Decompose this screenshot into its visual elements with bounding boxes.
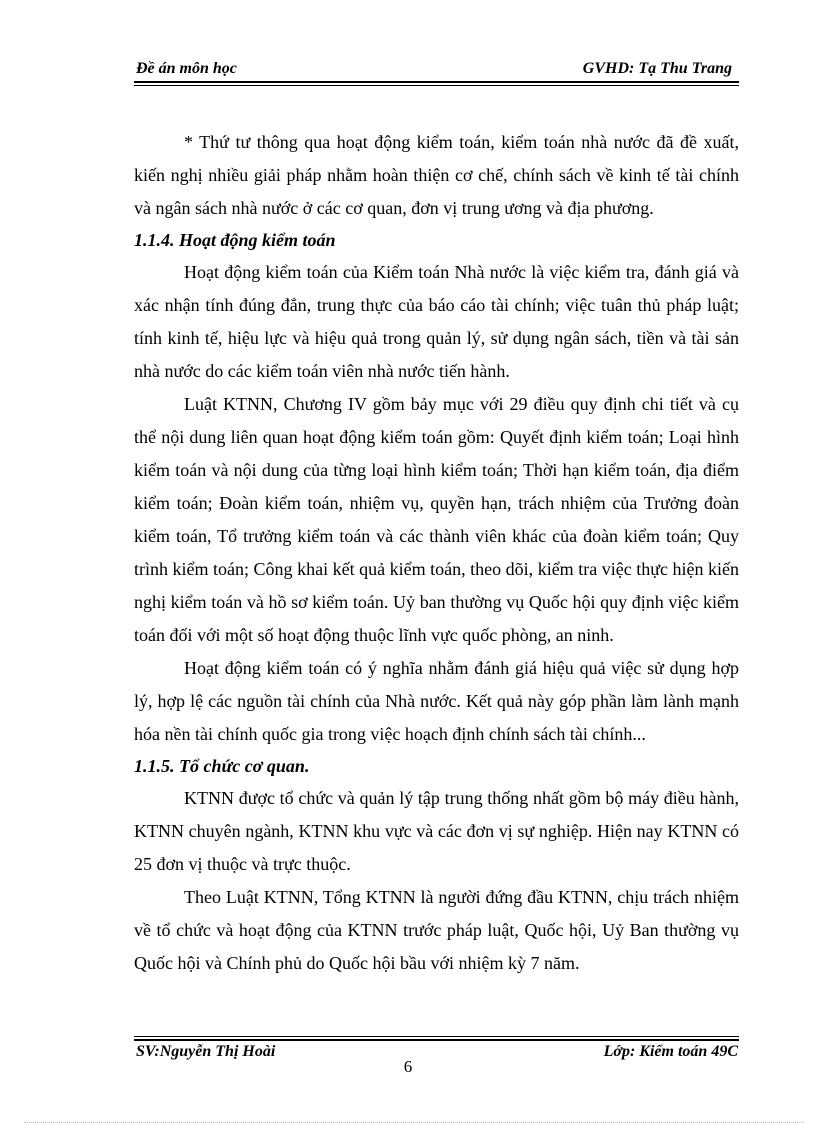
header-rule-thin: [134, 85, 739, 86]
header-course-title: Đề án môn học: [136, 60, 237, 77]
paragraph-1: * Thứ tư thông qua hoạt động kiểm toán, kiểm toán nhà nước đã đề xuất, kiến nghị nhiều giải pháp nhằm hoàn thiện cơ chế, chính sách về kinh tế tài chính và ngân sách nhà nước ở các cơ quan, đơn vị trung ương và địa phương.: [134, 132, 739, 218]
footer-student: SV:Nguyễn Thị Hoài: [136, 1043, 276, 1060]
page-number: 6: [403, 1057, 413, 1076]
section-heading-1-1-4: 1.1.4. Hoạt động kiểm toán: [134, 230, 336, 250]
page-header: [134, 60, 738, 82]
paragraph-4: Hoạt động kiểm toán có ý nghĩa nhằm đánh giá hiệu quả việc sử dụng hợp lý, hợp lệ các nguồn tài chính của Nhà nước. Kết quả này góp phần làm lành mạnh hóa nền tài chính quốc gia trong việc hoạch định chính sách tài chính...: [134, 658, 739, 744]
paragraph-2: Hoạt động kiểm toán của Kiểm toán Nhà nước là việc kiểm tra, đánh giá và xác nhận tính đúng đắn, trung thực của báo cáo tài chính; việc tuân thủ pháp luật; tính kinh tế, hiệu lực và hiệu quả trong quản lý, sử dụng ngân sách, tiền và tài sản nhà nước do các kiểm toán viên nhà nước tiến hành.: [134, 262, 739, 381]
header-rule-thick: [134, 81, 739, 83]
section-heading-1-1-5: 1.1.5. Tổ chức cơ quan.: [134, 756, 310, 776]
footer-rule-thick: [134, 1039, 739, 1041]
footer-class: Lớp: Kiểm toán 49C: [603, 1043, 738, 1060]
footer-rule-thin: [134, 1036, 739, 1037]
paragraph-5: KTNN được tổ chức và quản lý tập trung thống nhất gồm bộ máy điều hành, KTNN chuyên ngành, KTNN khu vực và các đơn vị sự nghiệp. Hiện nay KTNN có 25 đơn vị thuộc và trực thuộc.: [134, 788, 739, 874]
header-supervisor: GVHD: Tạ Thu Trang: [582, 60, 732, 77]
page-body: [134, 126, 739, 980]
paragraph-6: Theo Luật KTNN, Tổng KTNN là người đứng đầu KTNN, chịu trách nhiệm về tổ chức và hoạt động của KTNN trước pháp luật, Quốc hội, Uỷ Ban thường vụ Quốc hội và Chính phủ do Quốc hội bầu với nhiệm kỳ 7 năm.: [134, 887, 739, 973]
paragraph-3: Luật KTNN, Chương IV gồm bảy mục với 29 điều quy định chi tiết và cụ thể nội dung liên quan hoạt động kiểm toán gồm: Quyết định kiểm toán; Loại hình kiểm toán và nội dung của từng loại hình kiểm toán; Thời hạn kiểm toán, địa điểm kiểm toán; Đoàn kiểm toán, nhiệm vụ, quyền hạn, trách nhiệm của Trưởng đoàn kiểm toán, Tổ trưởng kiểm toán và các thành viên khác của đoàn kiểm toán; Quy trình kiểm toán; Công khai kết quả kiểm toán, theo dõi, kiểm tra việc thực hiện kiến nghị kiểm toán và hồ sơ kiểm toán. Uỷ ban thường vụ Quốc hội quy định việc kiểm toán đối với một số hoạt động thuộc lĩnh vực quốc phòng, an ninh.: [134, 394, 739, 645]
